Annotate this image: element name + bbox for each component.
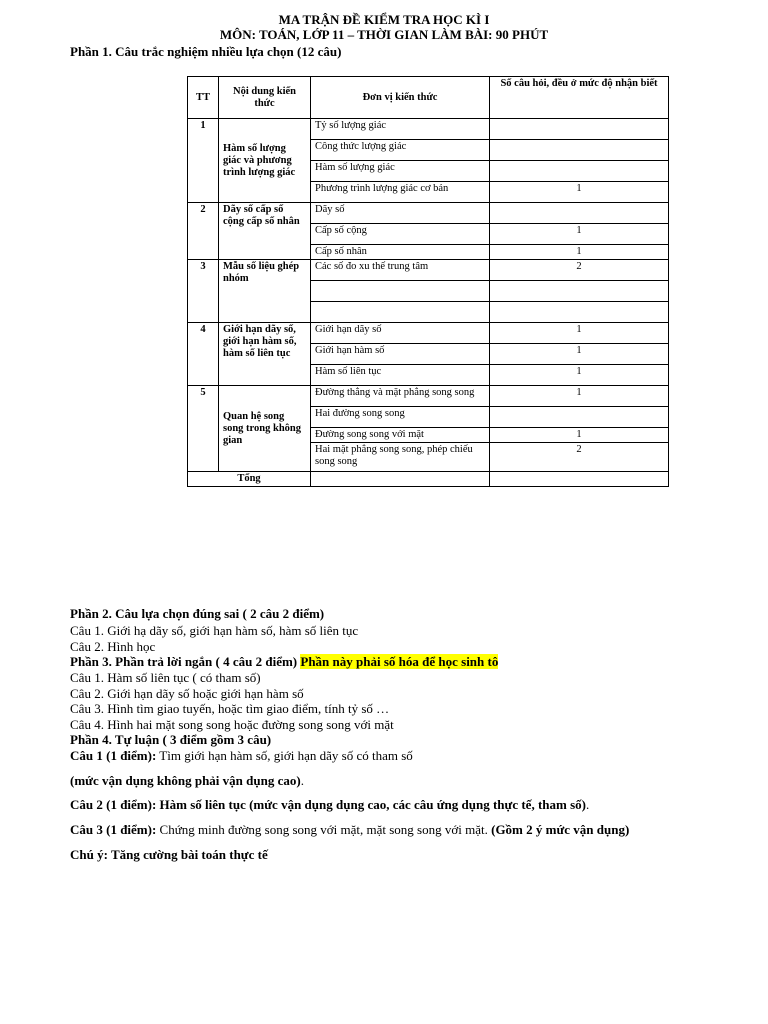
part4-question-3 (70, 822, 629, 837)
q2-end: . (585, 797, 590, 812)
q3-text: Chứng minh đường song song với mặt, mặt song song với mặt. (156, 822, 492, 837)
group-number-cell: 1 (188, 119, 219, 203)
part4-question-2 (70, 797, 589, 812)
group-number-cell: 5 (188, 386, 219, 472)
count-cell: 1 (490, 344, 669, 365)
count-cell: 1 (490, 245, 669, 260)
part3-heading-line (70, 654, 498, 669)
count-cell: 1 (490, 365, 669, 386)
header-content: Nội dung kiến thức (219, 77, 311, 119)
part4-note: Chú ý: Tăng cường bài toán thực tế (70, 847, 268, 862)
part3-item-1: Câu 1. Hàm số liên tục ( có tham số) (70, 670, 261, 685)
q2-label: Câu 2 (1 điểm): Hàm số liên tục (mức vận dụng dụng cao, các câu ứng dụng thực tế, tham số) (70, 797, 586, 812)
part3-highlight-note: Phần này phải số hóa để học sinh tô (300, 654, 499, 669)
q1-note-end: . (300, 773, 304, 788)
total-label-cell: Tổng (188, 472, 311, 487)
q3-note: (Gồm 2 ý mức vận dụng) (491, 822, 630, 837)
part2-item-1: Câu 1. Giới hạ dãy số, giới hạn hàm số, hàm số liên tục (70, 623, 359, 638)
part4-heading: Phần 4. Tự luận ( 3 điểm gồm 3 câu) (70, 732, 272, 747)
group-number-cell: 2 (188, 203, 219, 260)
group-number-cell: 4 (188, 323, 219, 386)
table-total-row (188, 472, 669, 487)
knowledge-matrix-table (187, 76, 669, 487)
count-cell (490, 203, 669, 224)
unit-cell: Tỷ số lượng giác (311, 119, 490, 140)
q1-text: Tìm giới hạn hàm số, giới hạn dãy số có tham số (156, 748, 413, 763)
topic-cell: Hàm số lượng giác và phương trình lượng giác (219, 119, 311, 203)
unit-cell (311, 302, 490, 323)
count-cell (490, 281, 669, 302)
table-row (188, 260, 669, 281)
unit-cell: Các số đo xu thế trung tâm (311, 260, 490, 281)
unit-cell: Giới hạn hàm số (311, 344, 490, 365)
table-row (188, 323, 669, 344)
table-row (188, 203, 669, 224)
document-title: MA TRẬN ĐỀ KIỂM TRA HỌC KÌ I (278, 12, 490, 27)
group-number-cell: 3 (188, 260, 219, 323)
count-cell: 1 (490, 428, 669, 443)
count-cell (490, 140, 669, 161)
count-cell: 2 (490, 443, 669, 472)
part4-question-1 (70, 748, 413, 763)
part1-heading: Phần 1. Câu trắc nghiệm nhiều lựa chọn (12 câu) (70, 44, 342, 59)
q1-label: Câu 1 (1 điểm): (70, 748, 157, 763)
part3-item-3: Câu 3. Hình tìm giao tuyến, hoặc tìm giao điểm, tính tỷ số … (70, 701, 390, 716)
table-header-row (188, 77, 669, 119)
header-count: Số câu hỏi, đều ở mức độ nhận biết (490, 77, 669, 119)
unit-cell: Giới hạn dãy số (311, 323, 490, 344)
count-cell: 1 (490, 224, 669, 245)
header-unit: Đơn vị kiến thức (311, 77, 490, 119)
part4-question-1-note (70, 773, 304, 788)
document-subtitle: MÔN: TOÁN, LỚP 11 – THỜI GIAN LÀM BÀI: 90 PHÚT (219, 27, 549, 42)
total-unit-cell (311, 472, 490, 487)
topic-cell: Giới hạn dãy số, giới hạn hàm số, hàm số liên tục (219, 323, 311, 386)
unit-cell: Cấp số nhân (311, 245, 490, 260)
count-cell: 1 (490, 323, 669, 344)
q3-label: Câu 3 (1 điểm): (70, 822, 157, 837)
count-cell (490, 161, 669, 182)
count-cell: 1 (490, 182, 669, 203)
unit-cell: Phương trình lượng giác cơ bản (311, 182, 490, 203)
topic-cell: Dãy số cấp số cộng cấp số nhân (219, 203, 311, 260)
unit-cell: Đường song song với mặt (311, 428, 490, 443)
unit-cell: Hàm số lượng giác (311, 161, 490, 182)
count-cell (490, 119, 669, 140)
part3-item-4: Câu 4. Hình hai mặt song song hoặc đường song song với mặt (70, 717, 394, 732)
unit-cell: Hàm số liên tục (311, 365, 490, 386)
unit-cell: Công thức lượng giác (311, 140, 490, 161)
unit-cell (311, 281, 490, 302)
part2-heading: Phần 2. Câu lựa chọn đúng sai ( 2 câu 2 điểm) (70, 606, 325, 621)
count-cell (490, 302, 669, 323)
part3-item-2: Câu 2. Giới hạn dãy số hoặc giới hạn hàm số (70, 686, 304, 701)
count-cell (490, 407, 669, 428)
topic-cell: Quan hệ song song trong không gian (219, 386, 311, 472)
table-row (188, 386, 669, 407)
unit-cell: Hai đường song song (311, 407, 490, 428)
part3-heading: Phần 3. Phần trả lời ngắn ( 4 câu 2 điểm) (70, 654, 298, 669)
unit-cell: Cấp số cộng (311, 224, 490, 245)
unit-cell: Đường thẳng và mặt phẳng song song (311, 386, 490, 407)
part2-item-2: Câu 2. Hình học (70, 639, 156, 654)
total-count-cell (490, 472, 669, 487)
header-tt: TT (188, 77, 219, 119)
count-cell: 1 (490, 386, 669, 407)
unit-cell: Hai mặt phẳng song song, phép chiếu song song (311, 443, 490, 472)
table-row (188, 119, 669, 140)
q1-note: (mức vận dụng không phải vận dụng cao) (70, 773, 301, 788)
topic-cell: Mẫu số liệu ghép nhóm (219, 260, 311, 323)
unit-cell: Dãy số (311, 203, 490, 224)
count-cell: 2 (490, 260, 669, 281)
